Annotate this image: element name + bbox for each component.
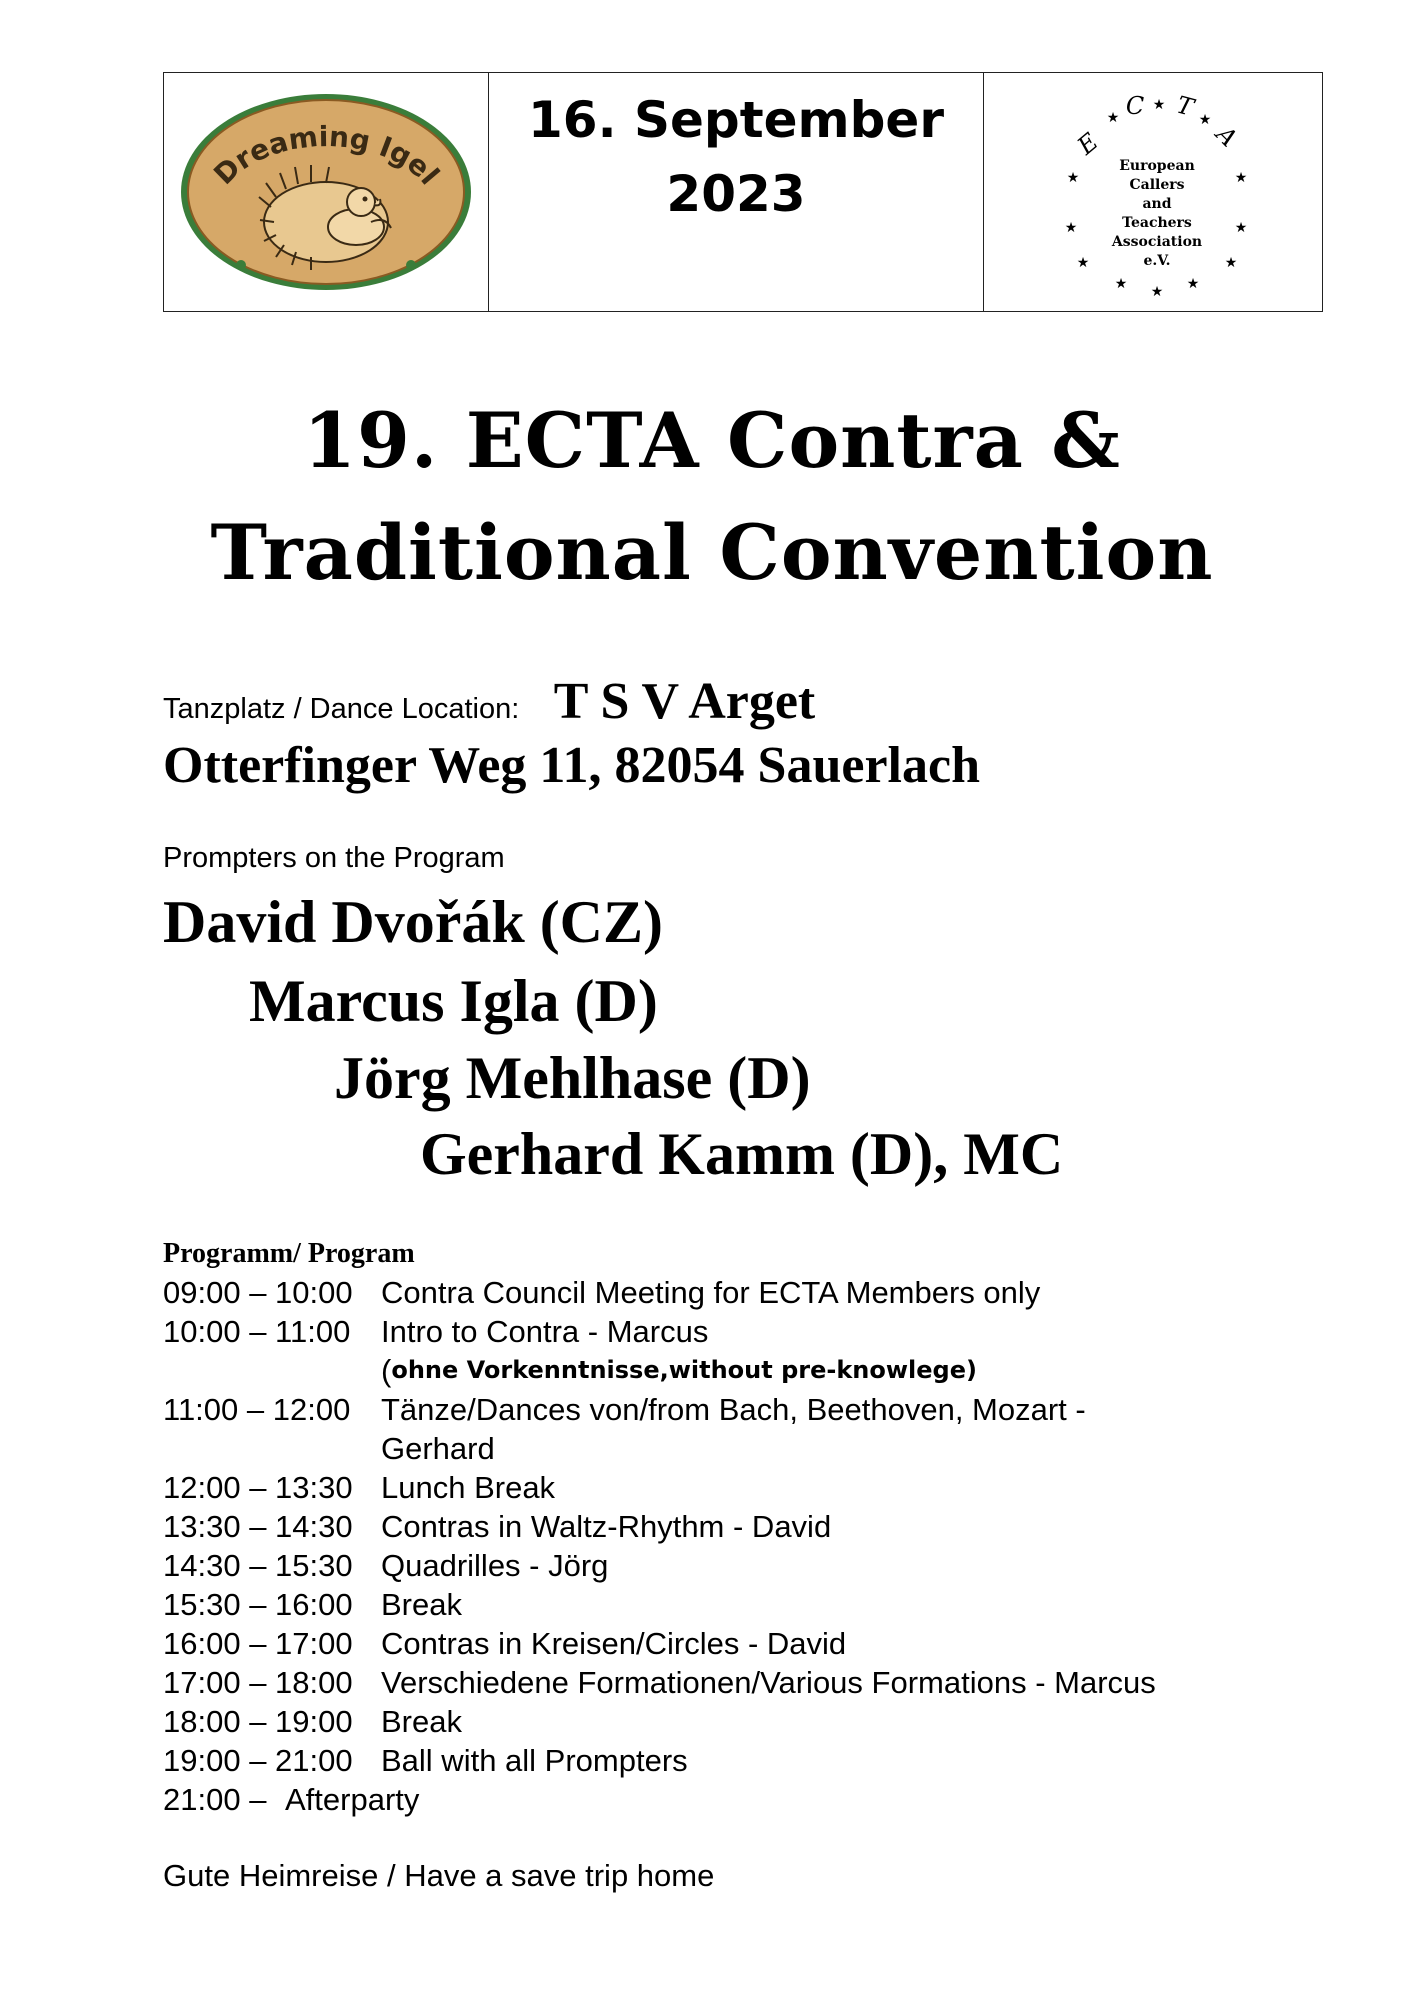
program-heading: Programm/ Program (163, 1238, 415, 1269)
program-schedule (163, 1273, 1156, 1819)
schedule-time: 12:00 – 13:30 (163, 1470, 353, 1505)
ecta-text-line-6: e.V. (1143, 253, 1171, 269)
schedule-row (163, 1702, 1156, 1741)
schedule-note-paren: ( (381, 1353, 392, 1388)
event-title (0, 385, 1424, 609)
schedule-event: Quadrilles - Jörg (381, 1548, 609, 1583)
schedule-event: Break (381, 1587, 462, 1622)
schedule-row (163, 1273, 1156, 1312)
schedule-event: Break (381, 1704, 462, 1739)
schedule-time: 09:00 – 10:00 (163, 1275, 353, 1310)
svg-text:★: ★ (1234, 169, 1248, 185)
svg-text:★: ★ (1076, 254, 1090, 270)
ecta-ring-letter-c: C (1125, 92, 1145, 120)
svg-text:★: ★ (1150, 283, 1164, 299)
ecta-ring-letter-a: A (1210, 120, 1243, 153)
ecta-text-line-3: and (1142, 196, 1172, 212)
schedule-continuation-row (163, 1429, 1156, 1468)
schedule-row (163, 1741, 1156, 1780)
location-name: T S V Arget (553, 673, 816, 730)
svg-text:★: ★ (1106, 109, 1120, 125)
event-date (489, 83, 983, 231)
logo-arc-text: Dreaming Igel (207, 119, 446, 192)
schedule-time: 18:00 – 19:00 (163, 1704, 353, 1739)
ecta-text-line-1: European (1119, 158, 1195, 174)
prompter-name: David Dvořák (CZ) (163, 889, 664, 955)
dreaming-igel-logo (176, 87, 476, 297)
svg-text:★: ★ (1152, 96, 1166, 112)
ecta-logo-cell (984, 73, 1322, 311)
prompter-name: Gerhard Kamm (D), MC (420, 1121, 1064, 1187)
schedule-event: Tänze/Dances von/from Bach, Beethoven, Mozart - (381, 1392, 1086, 1427)
schedule-row (163, 1546, 1156, 1585)
svg-text:★: ★ (1224, 254, 1238, 270)
schedule-row (163, 1780, 1156, 1819)
schedule-time: 21:00 – (163, 1782, 267, 1817)
schedule-event-continuation: Gerhard (381, 1431, 495, 1466)
prompters-label: Prompters on the Program (163, 842, 505, 874)
schedule-row (163, 1468, 1156, 1507)
title-line-1: 19. ECTA Contra & (303, 396, 1121, 485)
location-label: Tanzplatz / Dance Location: (163, 693, 520, 725)
header-table (163, 72, 1323, 312)
location-row (163, 672, 815, 731)
ecta-ring-letter-t: T (1173, 90, 1197, 122)
schedule-time: 16:00 – 17:00 (163, 1626, 353, 1661)
schedule-event: Contras in Waltz-Rhythm - David (381, 1509, 832, 1544)
schedule-row (163, 1663, 1156, 1702)
date-cell (489, 73, 984, 311)
schedule-event: Ball with all Prompters (381, 1743, 688, 1778)
prompter-name: Marcus Igla (D) (249, 968, 658, 1034)
schedule-row (163, 1585, 1156, 1624)
schedule-time: 13:30 – 14:30 (163, 1509, 353, 1544)
svg-text:★: ★ (1198, 111, 1212, 127)
svg-text:★: ★ (1186, 275, 1200, 291)
ecta-text-line-2: Callers (1129, 177, 1185, 193)
ecta-text-line-5: Association (1111, 234, 1203, 250)
date-line-2: 2023 (666, 165, 806, 223)
schedule-event: Afterparty (285, 1782, 420, 1817)
location-address: Otterfinger Weg 11, 82054 Sauerlach (163, 737, 980, 794)
date-line-1: 16. September (528, 91, 944, 149)
schedule-row (163, 1507, 1156, 1546)
schedule-time: 17:00 – 18:00 (163, 1665, 353, 1700)
svg-text:★: ★ (1114, 275, 1128, 291)
svg-text:★: ★ (1066, 169, 1080, 185)
schedule-time: 19:00 – 21:00 (163, 1743, 353, 1778)
ecta-logo (1043, 82, 1263, 302)
schedule-note-row (163, 1351, 1156, 1390)
schedule-event: Verschiedene Formationen/Various Formations - Marcus (381, 1665, 1156, 1700)
schedule-row (163, 1312, 1156, 1351)
svg-text:★: ★ (1234, 219, 1248, 235)
schedule-time: 14:30 – 15:30 (163, 1548, 353, 1583)
schedule-row (163, 1624, 1156, 1663)
schedule-event: Contra Council Meeting for ECTA Members only (381, 1275, 1041, 1310)
schedule-time: 11:00 – 12:00 (163, 1392, 351, 1427)
schedule-event: Lunch Break (381, 1470, 556, 1505)
prompter-name: Jörg Mehlhase (D) (334, 1045, 811, 1111)
svg-text:★: ★ (1064, 219, 1078, 235)
schedule-time: 15:30 – 16:00 (163, 1587, 353, 1622)
schedule-event: Contras in Kreisen/Circles - David (381, 1626, 847, 1661)
schedule-event: Intro to Contra - Marcus (381, 1314, 709, 1349)
title-line-2: Traditional Convention (210, 508, 1214, 597)
closing-message: Gute Heimreise / Have a save trip home (163, 1858, 715, 1893)
schedule-row (163, 1390, 1156, 1429)
dreaming-igel-logo-cell (164, 73, 489, 311)
ecta-ring-letter-e: E (1072, 127, 1104, 161)
schedule-note: ohne Vorkenntnisse,without pre-knowlege) (391, 1356, 977, 1384)
schedule-time: 10:00 – 11:00 (163, 1314, 351, 1349)
ecta-text-line-4: Teachers (1122, 215, 1192, 231)
